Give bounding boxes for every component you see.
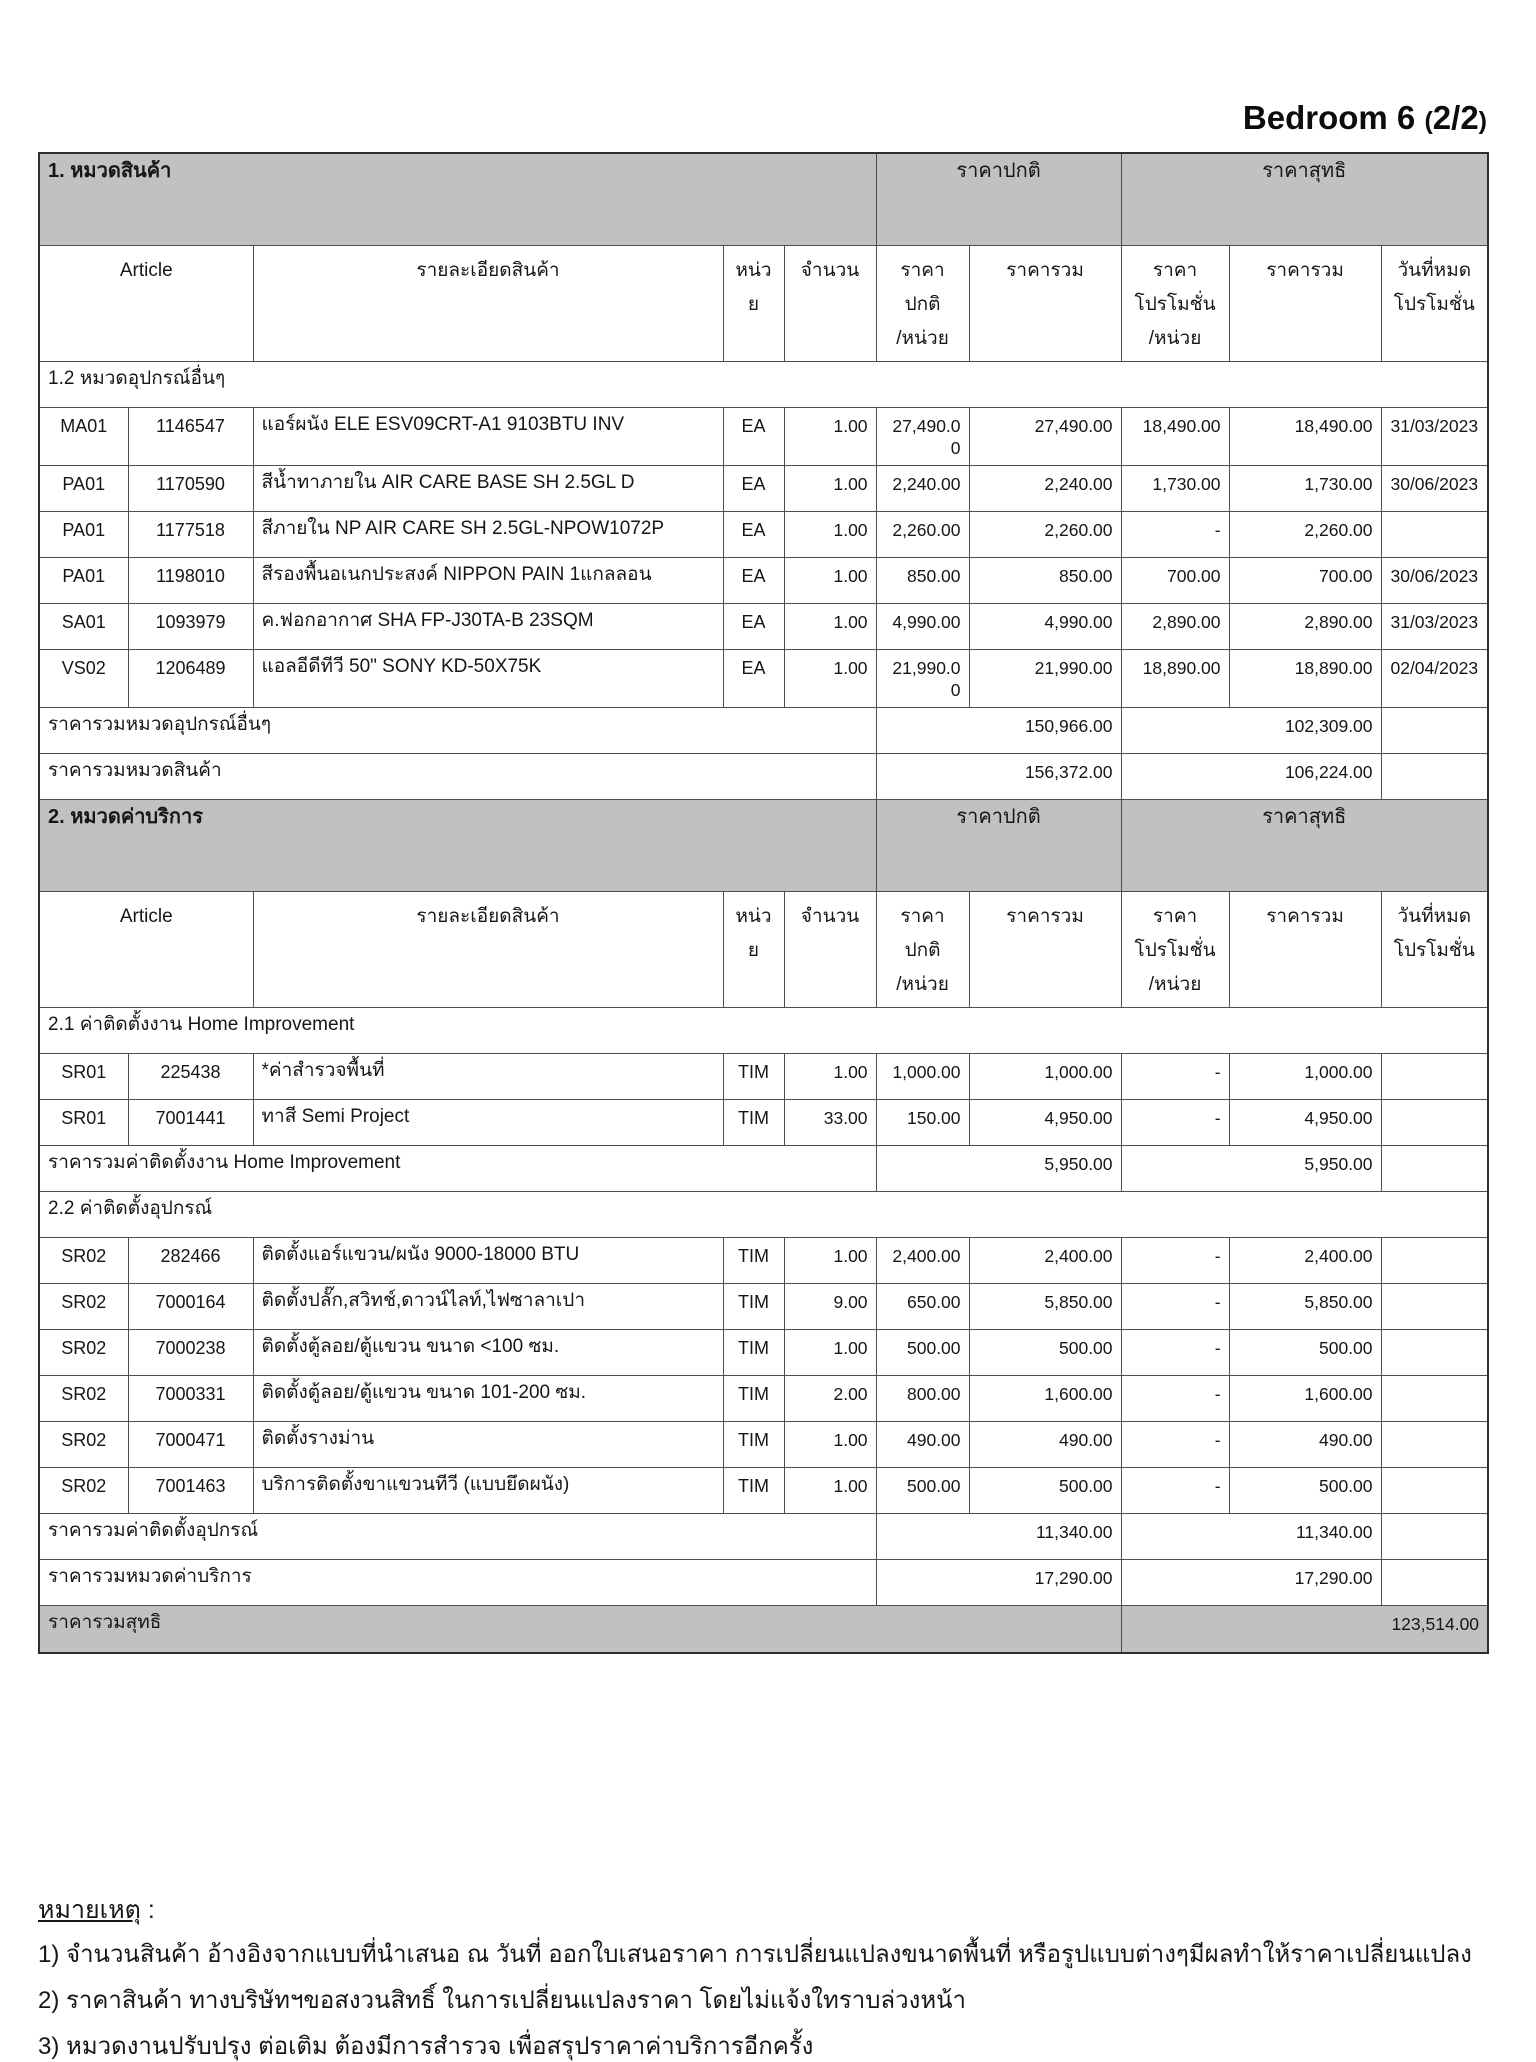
item-total: 850.00 [969,557,1121,603]
item-article-number: 7000164 [128,1284,253,1330]
item-description: สีรองพื้นอเนกประสงค์ NIPPON PAIN 1แกลลอน [253,557,723,603]
item-promo-end-date [1381,1054,1488,1100]
section-title: 2. หมวดค่าบริการ [39,799,876,891]
item-promo-total: 1,000.00 [1229,1054,1381,1100]
empty-cell [1381,1146,1488,1192]
item-price-per-unit: 2,260.00 [876,511,969,557]
total-normal-price: 156,372.00 [876,753,1121,799]
item-price-per-unit: 2,240.00 [876,465,969,511]
item-promo-end-date: 30/06/2023 [1381,557,1488,603]
total-label: ราคารวมค่าติดตั้งอุปกรณ์ [39,1514,876,1560]
subsection-row [39,1192,1488,1238]
item-promo-end-date [1381,1422,1488,1468]
item-quantity: 1.00 [784,1238,876,1284]
item-description: *ค่าสำรวจพื้นที่ [253,1054,723,1100]
total-label: ราคารวมค่าติดตั้งงาน Home Improvement [39,1146,876,1192]
item-unit: EA [723,603,784,649]
total-net-price: 17,290.00 [1121,1560,1381,1606]
item-promo-end-date: 31/03/2023 [1381,603,1488,649]
item-promo-end-date: 30/06/2023 [1381,465,1488,511]
item-description: ติดตั้งแอร์แขวน/ผนัง 9000-18000 BTU [253,1238,723,1284]
normal-price-group-label: ราคาปกติ [876,153,1121,245]
item-promo-total: 1,600.00 [1229,1376,1381,1422]
col-promo-price-per-unit: ราคา โปรโมชั่น /หน่วย [1121,891,1229,1008]
item-quantity: 2.00 [784,1376,876,1422]
item-unit: TIM [723,1468,784,1514]
item-total: 5,850.00 [969,1284,1121,1330]
quotation-table [38,152,1489,1654]
col-description: รายละเอียดสินค้า [253,245,723,362]
item-article-number: 1198010 [128,557,253,603]
net-price-group-label: ราคาสุทธิ [1121,153,1488,245]
item-promo-end-date: 31/03/2023 [1381,408,1488,466]
item-quantity: 1.00 [784,649,876,707]
item-article-number: 7000471 [128,1422,253,1468]
item-row [39,1468,1488,1514]
item-quantity: 1.00 [784,1054,876,1100]
item-row [39,1100,1488,1146]
item-promo-total: 1,730.00 [1229,465,1381,511]
item-total: 500.00 [969,1468,1121,1514]
item-promo-price-per-unit: - [1121,1100,1229,1146]
col-total: ราคารวม [969,245,1121,362]
item-price-per-unit: 2,400.00 [876,1238,969,1284]
item-unit: TIM [723,1238,784,1284]
item-unit: TIM [723,1054,784,1100]
section-header-row [39,799,1488,891]
item-article-number: 7000331 [128,1376,253,1422]
item-unit: TIM [723,1330,784,1376]
col-promo-total: ราคารวม [1229,891,1381,1008]
item-description: ติดตั้งตู้ลอย/ตู้แขวน ขนาด <100 ซม. [253,1330,723,1376]
item-code: SR02 [39,1238,128,1284]
item-row [39,465,1488,511]
col-unit: หน่วย [723,245,784,362]
col-description: รายละเอียดสินค้า [253,891,723,1008]
total-net-price: 106,224.00 [1121,753,1381,799]
item-unit: TIM [723,1376,784,1422]
document-page [38,0,1487,2062]
item-total: 27,490.00 [969,408,1121,466]
grand-total-label: ราคารวมสุทธิ [39,1606,1121,1653]
item-promo-end-date [1381,1284,1488,1330]
item-row [39,511,1488,557]
item-row [39,1422,1488,1468]
col-price-per-unit: ราคาปกติ /หน่วย [876,891,969,1008]
item-article-number: 1146547 [128,408,253,466]
item-row [39,1330,1488,1376]
note-line: 2) ราคาสินค้า ทางบริษัทฯขอสงวนสิทธิ์ ในการเปลี่ยนแปลงราคา โดยไม่แจ้งใทราบล่วงหน้า [38,1986,967,2014]
item-promo-price-per-unit: 1,730.00 [1121,465,1229,511]
subsection-title: 2.1 ค่าติดตั้งงาน Home Improvement [39,1008,1488,1054]
page-title-open-paren: ( [1424,107,1433,135]
col-price-per-unit: ราคาปกติ /หน่วย [876,245,969,362]
item-unit: TIM [723,1422,784,1468]
item-code: VS02 [39,649,128,707]
item-quantity: 33.00 [784,1100,876,1146]
item-promo-total: 2,260.00 [1229,511,1381,557]
item-code: PA01 [39,557,128,603]
item-quantity: 1.00 [784,465,876,511]
subsection-title: 1.2 หมวดอุปกรณ์อื่นๆ [39,362,1488,408]
item-promo-price-per-unit: - [1121,511,1229,557]
item-row [39,603,1488,649]
item-promo-end-date [1381,1330,1488,1376]
item-promo-total: 18,890.00 [1229,649,1381,707]
item-unit: TIM [723,1284,784,1330]
item-promo-total: 500.00 [1229,1330,1381,1376]
item-promo-total: 4,950.00 [1229,1100,1381,1146]
total-normal-price: 11,340.00 [876,1514,1121,1560]
item-total: 4,990.00 [969,603,1121,649]
item-quantity: 9.00 [784,1284,876,1330]
item-article-number: 1093979 [128,603,253,649]
page-title-page-number: 2/2 [1432,99,1479,136]
item-total: 4,950.00 [969,1100,1121,1146]
item-article-number: 1206489 [128,649,253,707]
item-promo-price-per-unit: 18,890.00 [1121,649,1229,707]
item-promo-price-per-unit: - [1121,1284,1229,1330]
item-quantity: 1.00 [784,557,876,603]
item-total: 500.00 [969,1330,1121,1376]
total-row [39,1560,1488,1606]
item-promo-price-per-unit: 700.00 [1121,557,1229,603]
item-description: บริการติดตั้งขาแขวนทีวี (แบบยึดผนัง) [253,1468,723,1514]
total-row [39,1514,1488,1560]
subsection-row [39,1008,1488,1054]
empty-cell [1381,707,1488,753]
item-description: สีน้ำทาภายใน AIR CARE BASE SH 2.5GL D [253,465,723,511]
item-promo-end-date [1381,1238,1488,1284]
item-promo-end-date [1381,1468,1488,1514]
item-price-per-unit: 850.00 [876,557,969,603]
col-promo-total: ราคารวม [1229,245,1381,362]
item-promo-price-per-unit: 2,890.00 [1121,603,1229,649]
item-price-per-unit: 490.00 [876,1422,969,1468]
item-promo-total: 5,850.00 [1229,1284,1381,1330]
total-net-price: 5,950.00 [1121,1146,1381,1192]
item-description: ติดตั้งปลั๊ก,สวิทช์,ดาวน์ไลท์,ไฟซาลาเปา [253,1284,723,1330]
item-promo-total: 2,400.00 [1229,1238,1381,1284]
total-row [39,707,1488,753]
total-label: ราคารวมหมวดอุปกรณ์อื่นๆ [39,707,876,753]
item-article-number: 7001441 [128,1100,253,1146]
item-code: MA01 [39,408,128,466]
notes-heading [38,1890,1487,1924]
item-quantity: 1.00 [784,603,876,649]
item-article-number: 7000238 [128,1330,253,1376]
col-article: Article [39,891,253,1008]
item-price-per-unit: 27,490.00 [876,408,969,466]
item-description: ค.ฟอกอากาศ SHA FP-J30TA-B 23SQM [253,603,723,649]
item-total: 2,260.00 [969,511,1121,557]
empty-cell [1381,1560,1488,1606]
item-promo-total: 18,490.00 [1229,408,1381,466]
notes-heading-text: หมายเหตุ [38,1895,141,1924]
section-header-row [39,153,1488,245]
item-promo-price-per-unit: - [1121,1054,1229,1100]
item-article-number: 1170590 [128,465,253,511]
item-description: ติดตั้งตู้ลอย/ตู้แขวน ขนาด 101-200 ซม. [253,1376,723,1422]
item-promo-price-per-unit: - [1121,1330,1229,1376]
empty-cell [1381,1514,1488,1560]
total-net-price: 102,309.00 [1121,707,1381,753]
item-code: PA01 [39,511,128,557]
item-row [39,1238,1488,1284]
column-header-row [39,891,1488,1008]
total-normal-price: 150,966.00 [876,707,1121,753]
item-promo-price-per-unit: - [1121,1376,1229,1422]
col-article: Article [39,245,253,362]
item-promo-price-per-unit: - [1121,1422,1229,1468]
item-total: 21,990.00 [969,649,1121,707]
item-unit: EA [723,408,784,466]
section-title: 1. หมวดสินค้า [39,153,876,245]
total-net-price: 11,340.00 [1121,1514,1381,1560]
note-line: 1) จำนวนสินค้า อ้างอิงจากแบบที่นำเสนอ ณ วันที่ ออกใบเสนอราคา การเปลี่ยนแปลงขนาดพื้นที่ หรือรูปแบบต่างๆมีผลทำให้ราคาเปลี่ยนแปลง [38,1940,1472,1968]
item-code: SR01 [39,1054,128,1100]
col-unit: หน่วย [723,891,784,1008]
item-promo-total: 490.00 [1229,1422,1381,1468]
empty-cell [1381,753,1488,799]
item-row [39,557,1488,603]
total-normal-price: 17,290.00 [876,1560,1121,1606]
subsection-title: 2.2 ค่าติดตั้งอุปกรณ์ [39,1192,1488,1238]
item-code: SR02 [39,1284,128,1330]
item-total: 2,240.00 [969,465,1121,511]
item-promo-total: 500.00 [1229,1468,1381,1514]
item-promo-end-date [1381,1100,1488,1146]
item-total: 1,600.00 [969,1376,1121,1422]
item-description: แอร์ผนัง ELE ESV09CRT-A1 9103BTU INV [253,408,723,466]
page-title-close-paren: ) [1478,107,1487,135]
item-price-per-unit: 21,990.00 [876,649,969,707]
page-title-main: Bedroom 6 [1242,99,1416,136]
notes-section [38,1890,1487,2062]
item-code: SR02 [39,1422,128,1468]
grand-total-value: 123,514.00 [1121,1606,1488,1653]
column-header-row [39,245,1488,362]
col-promo-price-per-unit: ราคา โปรโมชั่น /หน่วย [1121,245,1229,362]
item-description: แอลอีดีทีวี 50" SONY KD-50X75K [253,649,723,707]
col-promo-end-date: วันที่หมด โปรโมชั่น [1381,245,1488,362]
item-description: ติดตั้งรางม่าน [253,1422,723,1468]
item-quantity: 1.00 [784,1330,876,1376]
item-price-per-unit: 500.00 [876,1468,969,1514]
item-quantity: 1.00 [784,408,876,466]
item-quantity: 1.00 [784,511,876,557]
item-unit: EA [723,511,784,557]
item-row [39,1054,1488,1100]
item-article-number: 1177518 [128,511,253,557]
item-promo-price-per-unit: - [1121,1238,1229,1284]
item-price-per-unit: 500.00 [876,1330,969,1376]
item-quantity: 1.00 [784,1422,876,1468]
grand-total-row [39,1606,1488,1653]
item-row [39,1376,1488,1422]
item-article-number: 282466 [128,1238,253,1284]
total-normal-price: 5,950.00 [876,1146,1121,1192]
note-line: 3) หมวดงานปรับปรุง ต่อเติม ต้องมีการสำรวจ เพื่อสรุปราคาค่าบริการอีกครั้ง [38,2032,814,2060]
item-code: SR01 [39,1100,128,1146]
item-price-per-unit: 800.00 [876,1376,969,1422]
col-promo-end-date: วันที่หมด โปรโมชั่น [1381,891,1488,1008]
item-promo-end-date [1381,511,1488,557]
item-promo-total: 2,890.00 [1229,603,1381,649]
item-unit: EA [723,465,784,511]
item-unit: TIM [723,1100,784,1146]
item-code: SR02 [39,1376,128,1422]
total-label: ราคารวมหมวดค่าบริการ [39,1560,876,1606]
quotation-table-body [39,153,1488,1653]
item-total: 1,000.00 [969,1054,1121,1100]
item-description: ทาสี Semi Project [253,1100,723,1146]
item-price-per-unit: 4,990.00 [876,603,969,649]
item-promo-price-per-unit: 18,490.00 [1121,408,1229,466]
item-promo-end-date [1381,1376,1488,1422]
item-code: SR02 [39,1468,128,1514]
item-quantity: 1.00 [784,1468,876,1514]
item-unit: EA [723,557,784,603]
item-row [39,649,1488,707]
item-article-number: 7001463 [128,1468,253,1514]
item-unit: EA [723,649,784,707]
item-code: SA01 [39,603,128,649]
col-total: ราคารวม [969,891,1121,1008]
item-article-number: 225438 [128,1054,253,1100]
total-row [39,753,1488,799]
item-promo-total: 700.00 [1229,557,1381,603]
item-code: PA01 [39,465,128,511]
col-quantity: จำนวน [784,245,876,362]
item-price-per-unit: 1,000.00 [876,1054,969,1100]
notes-heading-colon: : [140,1895,155,1924]
item-price-per-unit: 650.00 [876,1284,969,1330]
total-label: ราคารวมหมวดสินค้า [39,753,876,799]
item-row [39,1284,1488,1330]
item-promo-price-per-unit: - [1121,1468,1229,1514]
item-total: 490.00 [969,1422,1121,1468]
item-row [39,408,1488,466]
net-price-group-label: ราคาสุทธิ [1121,799,1488,891]
item-total: 2,400.00 [969,1238,1121,1284]
item-description: สีภายใน NP AIR CARE SH 2.5GL-NPOW1072P [253,511,723,557]
item-price-per-unit: 150.00 [876,1100,969,1146]
item-code: SR02 [39,1330,128,1376]
item-promo-end-date: 02/04/2023 [1381,649,1488,707]
total-row [39,1146,1488,1192]
normal-price-group-label: ราคาปกติ [876,799,1121,891]
page-title [38,96,1487,140]
subsection-row [39,362,1488,408]
col-quantity: จำนวน [784,891,876,1008]
